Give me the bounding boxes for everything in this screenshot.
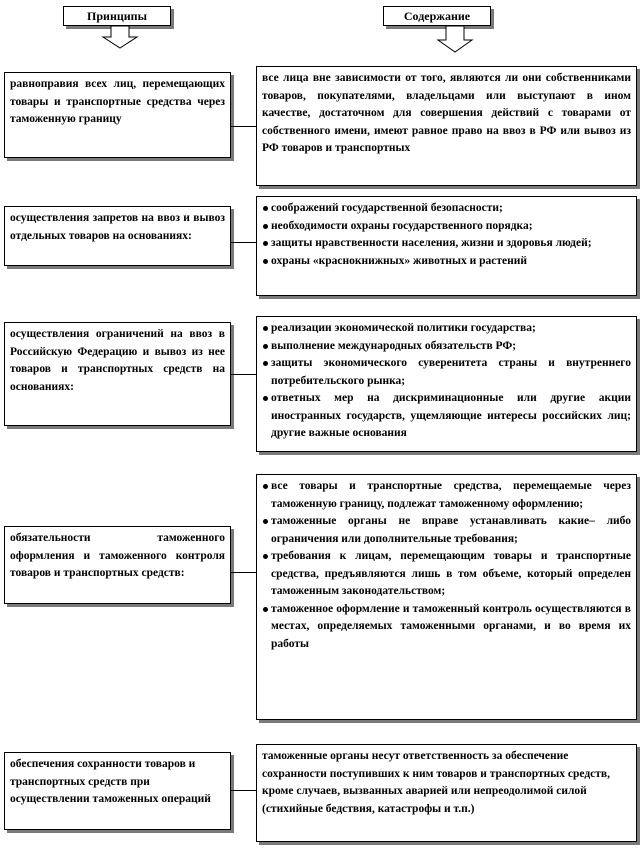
content-equality-text: все лица вне зависимости от того, являются ли они собственниками товаров, покупателями, владельцами или выступают в ином качестве, достаточном для совершения действий с товарами от собственного имени, имеют равное право на ввоз в РФ или вывоз из РФ товаров и транспортных bbox=[262, 72, 631, 154]
restriction-reason-item: ответных мер на дискриминационные или другие акции иностранных государств, ущемляющие интересы российских лиц; другие важные основания bbox=[262, 390, 631, 443]
content-header bbox=[383, 6, 491, 26]
principle-equality-text: равноправия всех лиц, перемещающих товары и транспортные средства через таможенную границу bbox=[10, 78, 225, 125]
content-restrictions-box bbox=[256, 316, 637, 452]
content-equality-box bbox=[256, 66, 637, 186]
principle-restrictions-box bbox=[4, 322, 231, 426]
principle-prohibitions-text: осуществления запретов на ввоз и вывоз отдельных товаров на основаниях: bbox=[10, 212, 225, 242]
clearance-rule-item: все товары и транспортные средства, перемещаемые через таможенную границу, подлежат таможенному оформлению; bbox=[262, 478, 631, 513]
connector-line bbox=[231, 242, 256, 243]
content-safekeeping-text: таможенные органы несут ответственность за обеспечение сохранности поступивших к ним товаров и транспортных средств, кроме случаев, вызванных аварией или непреодолимой силой (стихийные бедствия, катастрофы и т.п.) bbox=[262, 750, 610, 815]
restriction-reason-item: защиты экономического суверенитета страны и внутреннего потребительского рынка; bbox=[262, 355, 631, 390]
principle-restrictions-text: осуществления ограничений на ввоз в Российскую Федерацию и вывоз из нее товаров и транспортных средств на основаниях: bbox=[10, 328, 225, 393]
content-clearance-box bbox=[256, 474, 637, 720]
content-header-label: Содержание bbox=[403, 9, 471, 23]
clearance-rule-item: требования к лицам, перемещающим товары и транспортные средства, предъявляются лишь в том объеме, который определен таможенным законодательством; bbox=[262, 548, 631, 601]
principles-down-arrow-icon bbox=[100, 26, 140, 50]
restriction-reason-item: реализации экономической политики государства; bbox=[262, 320, 631, 338]
restriction-reason-item: выполнение международных обязательств РФ; bbox=[262, 338, 631, 356]
principle-safekeeping-text: обеспечения сохранности товаров и транспортных средств при осуществлении таможенных операций bbox=[10, 758, 211, 805]
prohibition-reason-item: защиты нравственности населения, жизни и здоровья людей; bbox=[262, 235, 631, 253]
connector-line bbox=[231, 572, 256, 573]
connector-line bbox=[231, 126, 256, 127]
content-safekeeping-box bbox=[256, 744, 637, 842]
principles-header bbox=[63, 6, 171, 26]
principle-safekeeping-box bbox=[4, 752, 231, 830]
prohibition-reason-item: необходимости охраны государственного порядка; bbox=[262, 218, 631, 236]
principle-equality-box bbox=[4, 72, 231, 158]
principles-header-label: Принципы bbox=[87, 9, 147, 23]
connector-line bbox=[231, 790, 256, 791]
clearance-rule-item: таможенное оформление и таможенный контроль осуществляются в местах, определяемых таможенными органами, и во время их работы bbox=[262, 601, 631, 654]
prohibition-reason-item: соображений государственной безопасности; bbox=[262, 200, 631, 218]
principle-prohibitions-box bbox=[4, 206, 231, 266]
clearance-rule-item: таможенные органы не вправе устанавливать какие– либо ограничения или дополнительные требования; bbox=[262, 513, 631, 548]
content-prohibitions-box bbox=[256, 196, 637, 296]
prohibition-reason-item: охраны «краснокнижных» животных и растений bbox=[262, 253, 631, 271]
connector-line bbox=[231, 374, 256, 375]
content-down-arrow-icon bbox=[435, 26, 475, 54]
principle-clearance-text: обязательности таможенного оформления и таможенного контроля товаров и транспортных средств: bbox=[10, 532, 225, 579]
principle-clearance-box bbox=[4, 526, 231, 604]
